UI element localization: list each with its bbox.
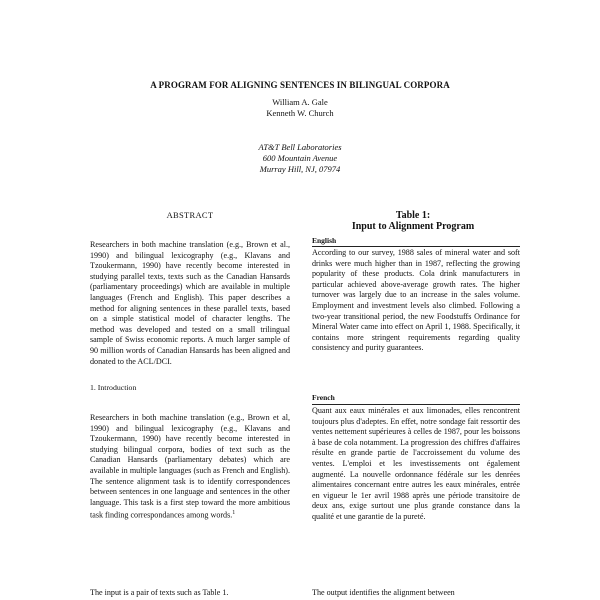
affiliation — [200, 142, 400, 175]
introduction-body: Researchers in both machine translation (e.g., Brown et al, 1990) and bilingual lexicography (e.g., Klavans and Tzoukermann, 1990) have recently become interested in studying bilingual corpora, bodies of text such as the Canadian Hansards (parliamentary debates) which are available in multiple languages (such as French and English). The sentence alignment task is to identify correspondences between sentences in one language and sentences in the other language. This task is a first step toward the more ambitious task finding correspondances among words. — [90, 413, 290, 521]
table-rule — [312, 404, 520, 405]
french-label: French — [312, 393, 335, 402]
english-label: English — [312, 236, 337, 245]
section-heading: 1. Introduction — [90, 383, 137, 392]
english-text: According to our survey, 1988 sales of mineral water and soft drinks were much higher than in 1987, reflecting the growing popularity of these products. Cola drink manufacturers in particular achieved above-average growth rates. The higher turnover was largely due to an increase in the sales volume. Employment and investment levels also climbed. Following a two-year transitional period, the new Foodstuffs Ordinance for Mineral Water came into effect on April 1, 1988. Specifically, it contains more stringent requirements regarding quality consistency and purity guarantees. — [312, 248, 520, 353]
author-list — [200, 97, 400, 119]
abstract-text: Researchers in both machine translation (e.g., Brown et al., 1990) and bilingual lexicography (e.g., Klavans and Tzoukermann, 1990) have recently become interested in studying parallel texts, texts such as the Canadian Hansards (parliamentary proceedings) which are available in multiple languages (French and English). This paper describes a method for aligning sentences in these parallel texts, based on a simple statistical model of character lengths. The method was developed and tested on a small trilingual sample of Swiss economic reports. A much larger sample of 90 million words of Canadian Hansards has been aligned and donated to the ACL/DCI. — [90, 240, 290, 366]
author-name: Kenneth W. Church — [266, 108, 334, 118]
table-rule — [312, 246, 520, 247]
table-heading — [308, 210, 518, 232]
output-text: The output identifies the alignment between — [312, 588, 455, 597]
footnote-mark: 1 — [232, 510, 236, 517]
table-number: Table 1: — [395, 210, 431, 221]
affiliation-line: AT&T Bell Laboratories — [258, 142, 342, 152]
abstract-heading: ABSTRACT — [166, 210, 214, 220]
affiliation-line: Murray Hill, NJ, 07974 — [259, 164, 341, 174]
french-text: Quant aux eaux minérales et aux limonades, elles rencontrent toujours plus d'adeptes. En effet, notre sondage fait ressortir des ventes nettement supérieures à celles de 1987, pour les boissons à base de cola notamment. La progression des chiffres d'affaires résulte en grande partie de l'accroissement du volume des ventes. L'emploi et les investissements ont également augmenté. La nouvelle ordonnance fédérale sur les denrées alimentaires concernant entre autres les eaux minérales, entrée en vigueur le 1er avril 1988 après une période transitoire de deux ans, exige surtout une plus grande constance dans la qualité et une garantie de la pureté. — [312, 406, 520, 521]
introduction-continuation: The input is a pair of texts such as Table 1. — [90, 588, 229, 597]
introduction-text — [90, 413, 290, 522]
author-name: William A. Gale — [272, 97, 328, 107]
affiliation-line: 600 Mountain Avenue — [262, 153, 338, 163]
table-caption: Input to Alignment Program — [351, 221, 475, 232]
paper-title: A PROGRAM FOR ALIGNING SENTENCES IN BILINGUAL CORPORA — [150, 80, 450, 90]
